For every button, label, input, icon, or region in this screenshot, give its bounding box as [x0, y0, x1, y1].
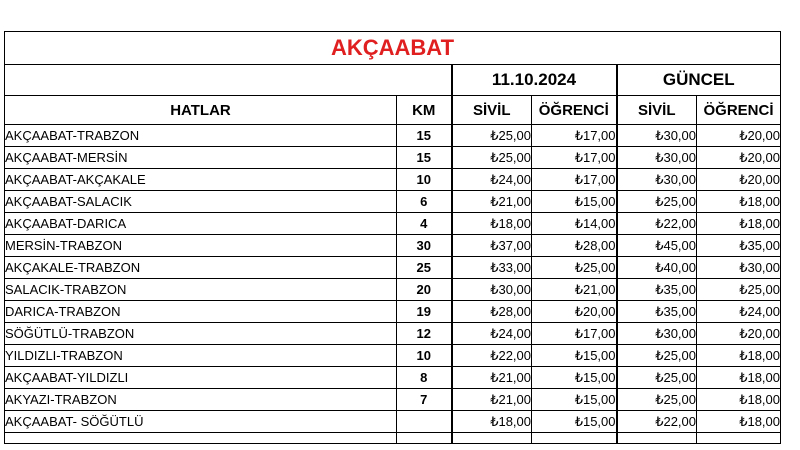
- new-student-price: ₺18,00: [697, 411, 781, 433]
- old-student-price: ₺17,00: [532, 323, 617, 345]
- old-student-price: ₺15,00: [532, 345, 617, 367]
- old-student-price: ₺15,00: [532, 411, 617, 433]
- old-student-price: ₺17,00: [532, 147, 617, 169]
- km-cell: 30: [397, 235, 452, 257]
- new-student-price: ₺20,00: [697, 169, 781, 191]
- route-cell: AKÇAABAT-SALACIK: [5, 191, 397, 213]
- new-civil-price: ₺22,00: [617, 411, 697, 433]
- new-student-price: ₺18,00: [697, 367, 781, 389]
- route-cell: AKÇAABAT-TRABZON: [5, 125, 397, 147]
- empty-cell: [452, 433, 532, 444]
- route-cell: AKÇAABAT-YILDIZLI: [5, 367, 397, 389]
- new-student-price: ₺20,00: [697, 147, 781, 169]
- old-civil-price: ₺28,00: [452, 301, 532, 323]
- new-civil-price: ₺25,00: [617, 191, 697, 213]
- old-civil-price: ₺18,00: [452, 213, 532, 235]
- new-civil-price: ₺25,00: [617, 345, 697, 367]
- old-civil-price: ₺37,00: [452, 235, 532, 257]
- km-cell: [397, 411, 452, 433]
- route-cell: MERSİN-TRABZON: [5, 235, 397, 257]
- old-student-price: ₺15,00: [532, 191, 617, 213]
- header-new-student: ÖĞRENCİ: [697, 96, 781, 125]
- new-student-price: ₺20,00: [697, 323, 781, 345]
- route-cell: AKÇAKALE-TRABZON: [5, 257, 397, 279]
- route-cell: AKÇAABAT-MERSİN: [5, 147, 397, 169]
- route-cell: SALACIK-TRABZON: [5, 279, 397, 301]
- empty-cell: [532, 433, 617, 444]
- period-current-label: GÜNCEL: [617, 65, 781, 96]
- new-student-price: ₺25,00: [697, 279, 781, 301]
- old-student-price: ₺20,00: [532, 301, 617, 323]
- km-cell: 8: [397, 367, 452, 389]
- route-cell: AKÇAABAT-AKÇAKALE: [5, 169, 397, 191]
- old-civil-price: ₺33,00: [452, 257, 532, 279]
- table-row: [5, 323, 781, 345]
- blank-header-cell: [5, 65, 452, 96]
- table-row: [5, 257, 781, 279]
- new-civil-price: ₺25,00: [617, 367, 697, 389]
- new-student-price: ₺30,00: [697, 257, 781, 279]
- header-km: KM: [397, 96, 452, 125]
- old-student-price: ₺21,00: [532, 279, 617, 301]
- old-civil-price: ₺22,00: [452, 345, 532, 367]
- period-old-label: 11.10.2024: [452, 65, 617, 96]
- new-student-price: ₺24,00: [697, 301, 781, 323]
- table-row: [5, 235, 781, 257]
- old-student-price: ₺15,00: [532, 367, 617, 389]
- km-cell: 6: [397, 191, 452, 213]
- km-cell: 15: [397, 147, 452, 169]
- old-civil-price: ₺21,00: [452, 367, 532, 389]
- km-cell: 25: [397, 257, 452, 279]
- fare-table: [4, 31, 781, 444]
- new-student-price: ₺18,00: [697, 191, 781, 213]
- table-row: [5, 125, 781, 147]
- old-civil-price: ₺24,00: [452, 169, 532, 191]
- km-cell: 10: [397, 169, 452, 191]
- km-cell: 7: [397, 389, 452, 411]
- old-civil-price: ₺18,00: [452, 411, 532, 433]
- table-row: [5, 213, 781, 235]
- empty-cell: [617, 433, 697, 444]
- table-row: [5, 191, 781, 213]
- old-civil-price: ₺21,00: [452, 191, 532, 213]
- route-cell: AKYAZI-TRABZON: [5, 389, 397, 411]
- empty-cell: [397, 433, 452, 444]
- table-row: [5, 367, 781, 389]
- new-student-price: ₺20,00: [697, 125, 781, 147]
- header-new-civil: SİVİL: [617, 96, 697, 125]
- table-row: [5, 389, 781, 411]
- new-civil-price: ₺35,00: [617, 301, 697, 323]
- table-row: [5, 411, 781, 433]
- table-row: [5, 279, 781, 301]
- km-cell: 19: [397, 301, 452, 323]
- km-cell: 10: [397, 345, 452, 367]
- km-cell: 20: [397, 279, 452, 301]
- new-civil-price: ₺40,00: [617, 257, 697, 279]
- table-row: [5, 169, 781, 191]
- old-civil-price: ₺21,00: [452, 389, 532, 411]
- new-student-price: ₺18,00: [697, 213, 781, 235]
- route-cell: SÖĞÜTLÜ-TRABZON: [5, 323, 397, 345]
- old-civil-price: ₺30,00: [452, 279, 532, 301]
- table-row: [5, 345, 781, 367]
- table-row: [5, 301, 781, 323]
- table-title: AKÇAABAT: [5, 32, 781, 65]
- old-student-price: ₺28,00: [532, 235, 617, 257]
- old-civil-price: ₺25,00: [452, 125, 532, 147]
- new-civil-price: ₺30,00: [617, 169, 697, 191]
- new-civil-price: ₺30,00: [617, 147, 697, 169]
- empty-cell: [697, 433, 781, 444]
- old-civil-price: ₺24,00: [452, 323, 532, 345]
- new-student-price: ₺18,00: [697, 389, 781, 411]
- km-cell: 15: [397, 125, 452, 147]
- old-student-price: ₺25,00: [532, 257, 617, 279]
- header-old-civil: SİVİL: [452, 96, 532, 125]
- old-civil-price: ₺25,00: [452, 147, 532, 169]
- new-civil-price: ₺45,00: [617, 235, 697, 257]
- old-student-price: ₺15,00: [532, 389, 617, 411]
- header-old-student: ÖĞRENCİ: [532, 96, 617, 125]
- empty-cell: [5, 433, 397, 444]
- old-student-price: ₺17,00: [532, 125, 617, 147]
- header-routes: HATLAR: [5, 96, 397, 125]
- new-student-price: ₺18,00: [697, 345, 781, 367]
- km-cell: 12: [397, 323, 452, 345]
- new-civil-price: ₺35,00: [617, 279, 697, 301]
- new-student-price: ₺35,00: [697, 235, 781, 257]
- route-cell: AKÇAABAT-DARICA: [5, 213, 397, 235]
- km-cell: 4: [397, 213, 452, 235]
- new-civil-price: ₺25,00: [617, 389, 697, 411]
- old-student-price: ₺17,00: [532, 169, 617, 191]
- table-row-cutoff: [5, 433, 781, 444]
- old-student-price: ₺14,00: [532, 213, 617, 235]
- route-cell: YILDIZLI-TRABZON: [5, 345, 397, 367]
- route-cell: DARICA-TRABZON: [5, 301, 397, 323]
- new-civil-price: ₺22,00: [617, 213, 697, 235]
- new-civil-price: ₺30,00: [617, 125, 697, 147]
- new-civil-price: ₺30,00: [617, 323, 697, 345]
- table-row: [5, 147, 781, 169]
- route-cell: AKÇAABAT- SÖĞÜTLÜ: [5, 411, 397, 433]
